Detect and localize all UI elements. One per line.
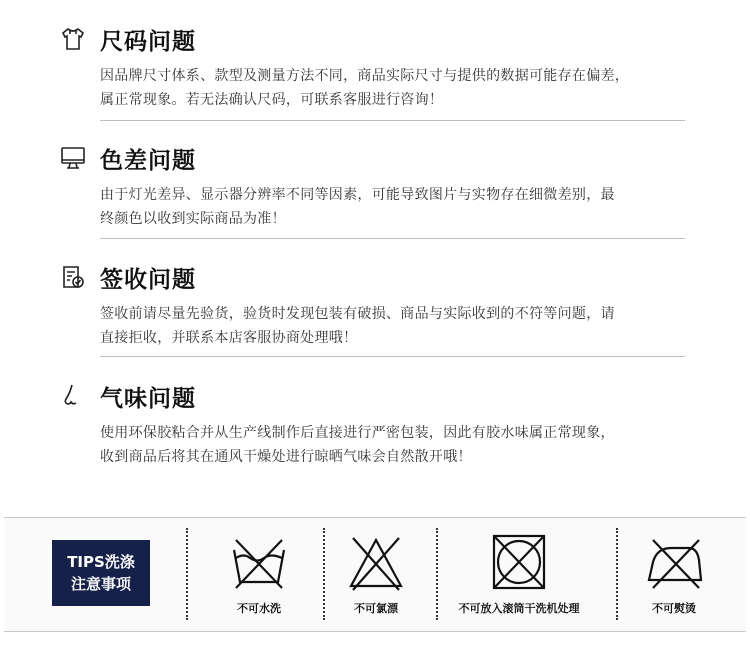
no-iron-icon — [641, 532, 707, 594]
text-line: 收到商品后将其在通风干燥处进行晾晒气味会自然散开哦！ — [100, 449, 472, 465]
divider — [100, 238, 685, 239]
care-item-no-tumble-dry — [454, 532, 584, 616]
section-header — [60, 379, 685, 413]
text-line: 终颜色以收到实际商品为准！ — [100, 211, 286, 227]
section-text — [100, 183, 690, 231]
section-color — [60, 141, 685, 231]
section-text — [100, 302, 690, 350]
care-label: 不可熨烫 — [652, 602, 696, 615]
receipt-check-icon — [60, 264, 86, 290]
text-line: 签收前请尽量先验货，验货时发现包装有破损、商品与实际收到的不符等问题，请 — [100, 306, 615, 322]
section-size — [60, 22, 685, 112]
dotted-separator — [186, 528, 188, 620]
section-header — [60, 260, 685, 294]
section-receipt — [60, 260, 685, 350]
care-label: 不可水洗 — [237, 602, 281, 615]
care-item-no-bleach — [311, 532, 441, 616]
section-title: 尺码问题 — [100, 28, 196, 55]
nose-icon — [60, 383, 86, 409]
divider — [100, 356, 685, 357]
section-text — [100, 421, 690, 469]
monitor-icon — [60, 145, 86, 171]
care-tips-band — [4, 517, 746, 632]
text-line: 因品牌尺寸体系、款型及测量方法不同，商品实际尺寸与提供的数据可能存在偏差， — [100, 68, 630, 84]
tshirt-icon — [60, 26, 86, 52]
tips-badge — [52, 540, 150, 606]
care-label: 不可放入滚筒干洗机处理 — [458, 602, 580, 615]
no-bleach-icon — [343, 532, 409, 594]
section-title: 签收问题 — [100, 266, 196, 293]
section-header — [60, 141, 685, 175]
no-wash-icon — [226, 532, 292, 594]
tips-badge-line2: 注意事项 — [70, 575, 131, 593]
text-line: 直接拒收，并联系本店客服协商处理哦！ — [100, 330, 358, 346]
text-line: 使用环保胶粘合并从生产线制作后直接进行严密包装，因此有胶水味属正常现象， — [100, 425, 615, 441]
no-tumble-dry-icon — [486, 532, 552, 594]
section-text — [100, 64, 690, 112]
text-line: 属正常现象。若无法确认尺码，可联系客服进行咨询！ — [100, 92, 444, 108]
divider — [100, 120, 685, 121]
section-header — [60, 22, 685, 56]
section-title: 色差问题 — [100, 147, 196, 174]
dotted-separator — [436, 528, 438, 620]
care-label: 不可氯漂 — [354, 602, 398, 615]
text-line: 由于灯光差异、显示器分辨率不同等因素，可能导致图片与实物存在细微差别，最 — [100, 187, 615, 203]
section-title: 气味问题 — [100, 385, 196, 412]
section-smell — [60, 379, 685, 469]
care-item-no-iron — [609, 532, 739, 616]
tips-badge-line1: TIPS洗涤 — [67, 553, 135, 571]
care-item-no-wash — [194, 532, 324, 616]
